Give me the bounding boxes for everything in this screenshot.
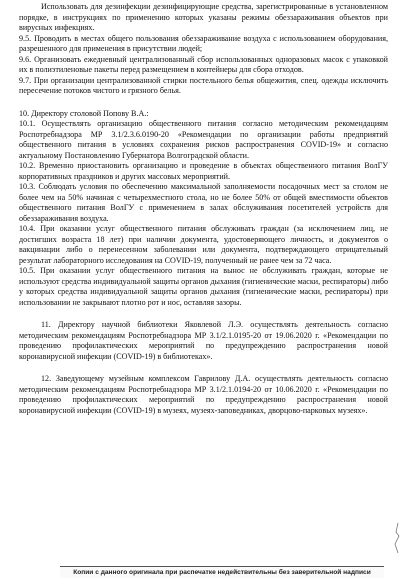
paragraph-10-1: 10.1. Осуществлять организацию общественного питания согласно методическим рекомендациям Роспотребнадзора МР 3.1/2.3.6.0190-20 «Рекомендации по организации работы предприятий общественного питания в условиях сохранения рисков распространения COVID-19» и согласно актуальному Постановлению Губернатора Волгоградской области.: [19, 119, 388, 160]
signature-mark-icon: [392, 522, 402, 554]
paragraph-10-2: 10.2. Временно приостановить организацию и проведение в объектах общественного питания ВолГУ корпоративных праздников и других массовых мероприятий.: [19, 161, 388, 181]
paragraph-9-5: 9.5. Проводить в местах общего пользования обеззараживание воздуха с использованием оборудования, разрешенного для применения в присутствии людей;: [19, 33, 388, 53]
paragraph-disinfectants: Использовать для дезинфекции дезинфицирующие средства, зарегистрированные в установленном порядке, в инструкциях по применению которых указаны режимы обеззараживания объектов при вирусных инфекциях.: [19, 2, 388, 32]
paragraph-10-3: 10.3. Соблюдать условия по обеспечению максимальной заполняемости посадочных мест за столом не более чем на 50% начиная с четырехместного стола, но не более 50% от общей вместимости объектов общественного питания ВолГУ с применением в залах обслуживания посетителей устройств для обеззараживания воздуха.: [19, 182, 388, 223]
spacer: [19, 97, 388, 109]
paragraph-9-6: 9.6. Организовать ежедневный централизованный сбор использованных одноразовых масок с упаковкой их в полиэтиленовые пакеты перед размещением в контейнеры для сбора отходов.: [19, 54, 388, 74]
paragraph-10-4: 10.4. При оказании услуг общественного питания обслуживать граждан (за исключением лиц, не достигших возраста 18 лет) при наличии документа, удостоверяющего личность, и документов о вакцинации либо о перенесенном заболевании или документа, подтверждающего отрицательный результат лабораторного исследования на COVID-19, полученный не ранее чем за 72 часа.: [19, 224, 388, 265]
paragraph-12: 12. Заведующему музейным комплексом Гаврилову Д.А. осуществлять деятельность согласно методическим рекомендациям Роспотребнадзора МР 3.1/2.1.0194-20 от 10.06.2020 г. «Рекомендации по проведению профилактических мероприятий по предупреждению распространения новой коронавирусной инфекции (COVID-19) в музеях, музеях-заповедниках, дворцово-парковых музеях».: [19, 374, 388, 415]
paragraph-10-5: 10.5. При оказании услуг общественного питания на вынос не обслуживать граждан, которые не используют средства индивидуальной защиты органов дыхания (гигиенические маски, респираторы) либо у которых средства индивидуальной защиты органов дыхания (гигиенические маски, респираторы) при использовании не закрывают плотно рот и нос, оставляя зазоры.: [19, 266, 388, 307]
spacer: [19, 308, 388, 320]
paragraph-10-heading: 10. Директору столовой Попову В.А.:: [19, 108, 149, 118]
spacer: [19, 362, 388, 374]
paragraph-9-7: 9.7. При организации централизованной стирки постельного белья общежития, спец. одежды исключить пересечение потоков чистого и грязного белья.: [19, 75, 388, 95]
copy-validity-footer: Копии с данного оригинала при распечатке недействительны без заверительной надписи: [60, 566, 384, 578]
paragraph-11: 11. Директору научной библиотеки Яковлевой Л.Э. осуществлять деятельность согласно методическим рекомендациям Роспотребнадзора МР 3.1/2.1.0195-20 от 19.06.2020 г. «Рекомендации по проведению профилактических мероприятий по предупреждению распространения новой коронавирусной инфекции (COVID-19) в библиотеках».: [19, 320, 388, 361]
